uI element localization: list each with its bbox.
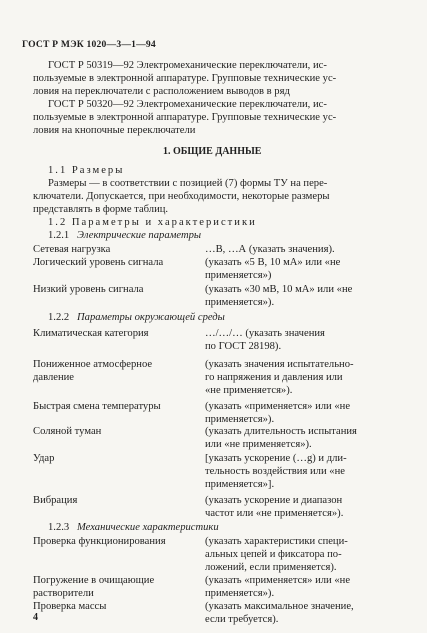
param-label: Низкий уровень сигнала (33, 284, 144, 295)
param-value: …/…/… (указать значения (205, 328, 325, 339)
param-label: Проверка массы (33, 601, 107, 612)
param-value: или «не применяется»). (205, 439, 312, 450)
reference-1-line-1: ГОСТ Р 50319—92 Электромеханические переключатели, ис- (48, 60, 327, 71)
reference-1-line-2: пользуемые в электронной аппаратуре. Групповые технические ус- (33, 73, 337, 84)
param-value: по ГОСТ 28198). (205, 341, 282, 352)
subsection-1-1-line-2: ключатели. Допускается, при необходимости, некоторые размеры (33, 191, 330, 202)
subsection-1-2-2-title: Параметры окружающей среды (77, 312, 225, 323)
param-value: (указать ускорение и диапазон (205, 495, 343, 506)
subsection-1-1-line-1: Размеры — в соответствии с позицией (7) формы ТУ на пере- (48, 178, 328, 189)
param-value: (указать максимальное значение, (205, 601, 354, 612)
reference-1-line-3: ловия на переключатели с расположением выводов в ряд (33, 86, 290, 97)
param-value: го напряжения и давления или (205, 372, 343, 383)
param-label: Сетевая нагрузка (33, 244, 111, 255)
param-value: «не применяется»). (205, 385, 293, 396)
param-value: тельность воздействия или «не (205, 466, 345, 477)
subsection-1-2-3-title: Механические характеристики (77, 522, 219, 533)
param-label: Климатическая категория (33, 328, 149, 339)
subsection-1-2-title: 1.2 Параметры и характеристики (48, 217, 257, 228)
reference-2-line-2: пользуемые в электронной аппаратуре. Групповые технические ус- (33, 112, 337, 123)
param-value: применяется»]. (205, 479, 275, 490)
section-title: 1. ОБЩИЕ ДАННЫЕ (163, 146, 262, 157)
param-label: Логический уровень сигнала (33, 257, 164, 268)
param-label: Вибрация (33, 495, 78, 506)
param-value: если требуется). (205, 614, 279, 625)
param-value: (указать «30 мВ, 10 мА» или «не (205, 284, 353, 295)
param-value: [указать ускорение (…g) и дли- (205, 453, 347, 464)
param-value: …В, …А (указать значения). (205, 244, 335, 255)
reference-2-line-3: ловия на кнопочные переключатели (33, 125, 196, 136)
page-number: 4 (33, 612, 38, 623)
page-header: ГОСТ Р МЭК 1020—3—1—94 (22, 39, 156, 50)
param-value: (указать значения испытательно- (205, 359, 354, 370)
subsection-1-2-3-number: 1.2.3 (48, 522, 70, 533)
subsection-1-2-2-number: 1.2.2 (48, 312, 70, 323)
param-value: ложений, если применяется). (205, 562, 337, 573)
param-value: применяется») (205, 270, 272, 281)
param-label: давление (33, 372, 74, 383)
subsection-1-1-title: 1.1 Размеры (48, 165, 125, 176)
param-label: Соляной туман (33, 426, 102, 437)
param-value: (указать «применяется» или «не (205, 575, 351, 586)
param-value: применяется»). (205, 297, 275, 308)
param-label: Пониженное атмосферное (33, 359, 153, 370)
param-label: растворители (33, 588, 94, 599)
param-value: альных цепей и фиксатора по- (205, 549, 342, 560)
subsection-1-2-1-title: Электрические параметры (77, 230, 202, 241)
param-label: Погружение в очищающие (33, 575, 155, 586)
reference-2-line-1: ГОСТ Р 50320—92 Электромеханические переключатели, ис- (48, 99, 327, 110)
param-value: применяется»). (205, 588, 275, 599)
subsection-1-1-line-3: представлять в форме таблиц. (33, 204, 169, 215)
param-label: Удар (33, 453, 55, 464)
param-value: (указать «применяется» или «не (205, 401, 351, 412)
param-value: применяется»). (205, 414, 275, 425)
param-value: (указать «5 В, 10 мА» или «не (205, 257, 341, 268)
param-value: (указать длительность испытания (205, 426, 357, 437)
subsection-1-2-1-number: 1.2.1 (48, 230, 70, 241)
param-label: Проверка функционирования (33, 536, 166, 547)
param-value: частот или «не применяется»). (205, 508, 344, 519)
param-label: Быстрая смена температуры (33, 401, 161, 412)
param-value: (указать характеристики специ- (205, 536, 348, 547)
